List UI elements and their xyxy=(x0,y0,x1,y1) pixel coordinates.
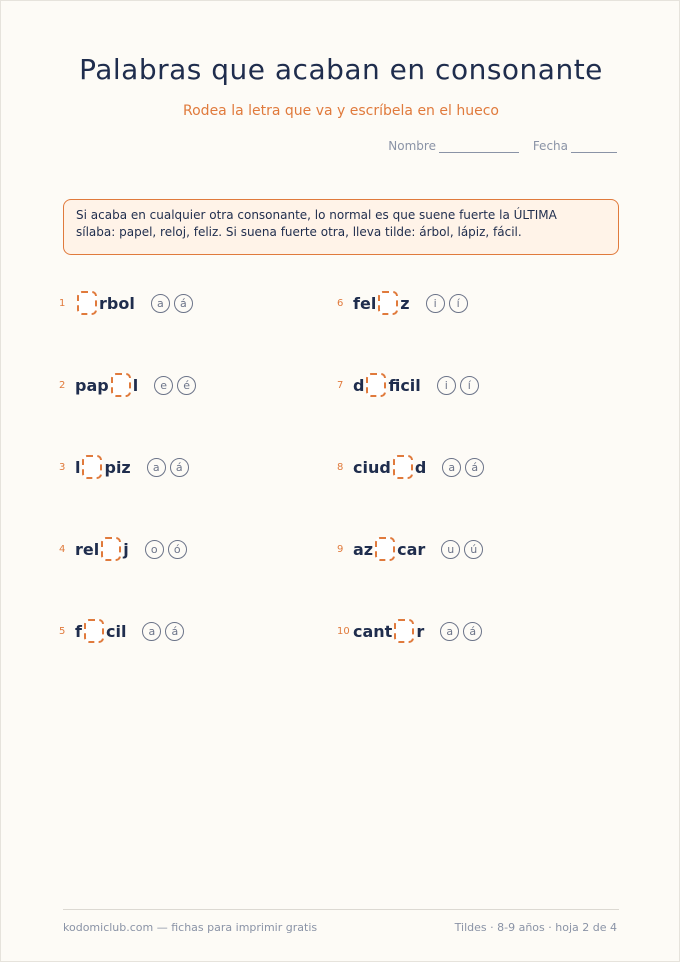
exercise-item xyxy=(337,616,486,646)
option-circle[interactable]: ú xyxy=(464,540,483,559)
exercise-item xyxy=(337,452,488,482)
item-word xyxy=(75,619,126,643)
option-circle[interactable]: á xyxy=(174,294,193,313)
word-start: d xyxy=(353,375,365,395)
word-start: pap xyxy=(75,375,109,395)
word-end: car xyxy=(397,539,426,559)
item-word xyxy=(353,373,421,397)
page-subtitle: Rodea la letra que va y escríbela en el hueco xyxy=(183,103,499,119)
word-start: l xyxy=(75,457,81,477)
word-end: j xyxy=(123,539,129,559)
name-line[interactable] xyxy=(439,142,519,153)
option-circle[interactable]: a xyxy=(142,622,161,641)
exercise-item xyxy=(59,534,191,564)
answer-blank[interactable] xyxy=(111,373,131,397)
rule-box xyxy=(63,199,619,255)
letter-options xyxy=(154,376,200,395)
exercise-item xyxy=(59,370,200,400)
letter-options xyxy=(437,376,483,395)
letter-options xyxy=(426,294,472,313)
option-circle[interactable]: é xyxy=(177,376,196,395)
option-circle[interactable]: a xyxy=(151,294,170,313)
option-circle[interactable]: á xyxy=(463,622,482,641)
word-end: cil xyxy=(105,621,127,641)
name-label: Nombre xyxy=(388,139,436,153)
item-number: 10 xyxy=(337,625,350,637)
item-word xyxy=(353,291,410,315)
item-number: 5 xyxy=(59,625,66,637)
word-end: r xyxy=(416,621,425,641)
footer-divider xyxy=(63,909,619,910)
letter-options xyxy=(440,622,486,641)
exercise-item xyxy=(59,616,188,646)
option-circle[interactable]: e xyxy=(154,376,173,395)
item-number: 7 xyxy=(337,379,344,391)
word-end: l xyxy=(132,375,139,395)
item-number: 8 xyxy=(337,461,344,473)
letter-options xyxy=(441,540,487,559)
rule-line-1: Si acaba en cualquier otra consonante, lo normal es que suene fuerte la ÚLTIMA xyxy=(76,208,557,222)
item-word xyxy=(353,619,424,643)
option-circle[interactable]: i xyxy=(426,294,445,313)
word-start: f xyxy=(75,621,82,641)
item-word xyxy=(75,291,135,315)
answer-blank[interactable] xyxy=(77,291,97,315)
option-circle[interactable]: í xyxy=(449,294,468,313)
item-number: 9 xyxy=(337,543,344,555)
word-end: piz xyxy=(104,457,131,477)
option-circle[interactable]: í xyxy=(460,376,479,395)
answer-blank[interactable] xyxy=(393,455,413,479)
page-title: Palabras que acaban en consonante xyxy=(79,53,603,86)
letter-options xyxy=(147,458,193,477)
word-start: az xyxy=(353,539,374,559)
item-number: 2 xyxy=(59,379,66,391)
option-circle[interactable]: ó xyxy=(168,540,187,559)
exercise-item xyxy=(337,534,487,564)
exercise-item xyxy=(337,288,472,318)
option-circle[interactable]: o xyxy=(145,540,164,559)
option-circle[interactable]: á xyxy=(170,458,189,477)
answer-blank[interactable] xyxy=(375,537,395,561)
exercise-item xyxy=(59,288,197,318)
word-end: ficil xyxy=(388,375,421,395)
word-end: z xyxy=(400,293,410,313)
exercise-item xyxy=(337,370,483,400)
answer-blank[interactable] xyxy=(394,619,414,643)
word-end: rbol xyxy=(99,293,135,313)
answer-blank[interactable] xyxy=(101,537,121,561)
item-number: 1 xyxy=(59,297,66,309)
word-end: d xyxy=(414,457,427,477)
option-circle[interactable]: a xyxy=(440,622,459,641)
word-start: ciud xyxy=(353,457,391,477)
item-word xyxy=(75,537,129,561)
rule-line-2: sílaba: papel, reloj, feliz. Si suena fuerte otra, lleva tilde: árbol, lápiz, fácil. xyxy=(76,225,522,239)
option-circle[interactable]: a xyxy=(147,458,166,477)
exercise-item xyxy=(59,452,193,482)
letter-options xyxy=(442,458,488,477)
item-word xyxy=(75,455,131,479)
letter-options xyxy=(145,540,191,559)
answer-blank[interactable] xyxy=(378,291,398,315)
name-date-fields xyxy=(388,139,617,153)
item-number: 6 xyxy=(337,297,344,309)
footer-page-info: Tildes · 8-9 años · hoja 2 de 4 xyxy=(454,921,617,934)
option-circle[interactable]: á xyxy=(465,458,484,477)
option-circle[interactable]: u xyxy=(441,540,460,559)
word-start: rel xyxy=(75,539,100,559)
item-word xyxy=(353,537,425,561)
date-line[interactable] xyxy=(571,142,617,153)
letter-options xyxy=(151,294,197,313)
letter-options xyxy=(142,622,188,641)
footer-site: kodomiclub.com — fichas para imprimir gratis xyxy=(63,921,318,934)
date-label: Fecha xyxy=(532,139,568,153)
option-circle[interactable]: i xyxy=(437,376,456,395)
item-word xyxy=(75,373,138,397)
word-start: cant xyxy=(353,621,393,641)
answer-blank[interactable] xyxy=(366,373,386,397)
item-number: 3 xyxy=(59,461,66,473)
item-number: 4 xyxy=(59,543,66,555)
answer-blank[interactable] xyxy=(82,455,102,479)
option-circle[interactable]: á xyxy=(165,622,184,641)
item-word xyxy=(353,455,426,479)
option-circle[interactable]: a xyxy=(442,458,461,477)
answer-blank[interactable] xyxy=(84,619,104,643)
word-start: fel xyxy=(353,293,377,313)
